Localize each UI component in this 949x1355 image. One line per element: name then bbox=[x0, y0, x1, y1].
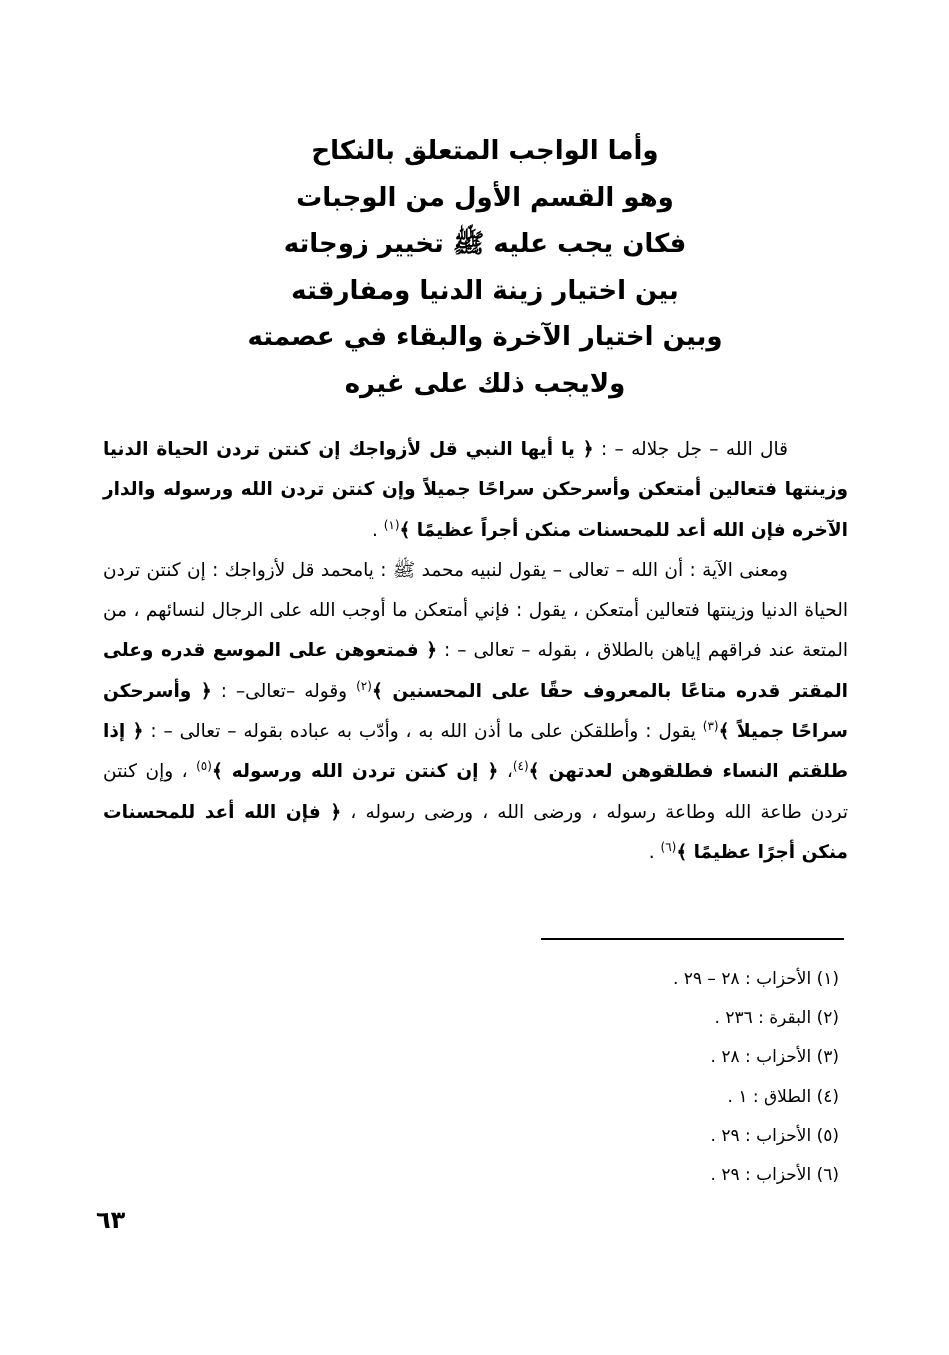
quran-quote: ﴿ فإن الله أعد للمحسنات منكن أجرًا عظيمًا ﴾ bbox=[103, 801, 848, 863]
footnote-ref: (٢) bbox=[356, 678, 372, 693]
explanation-text: ، وإن كنتن تردن طاعة الله وطاعة رسوله ، ورضى الله ، ورضى رسوله ، bbox=[103, 761, 848, 823]
paragraph-end: . bbox=[371, 519, 384, 541]
paragraph-explanation bbox=[103, 551, 848, 873]
paragraph-intro: قال الله – جل جلاله – : bbox=[593, 439, 788, 460]
footnote-item: (٦) الأحزاب : ٢٩ . bbox=[710, 1165, 839, 1186]
footnote-item: (١) الأحزاب : ٢٨ – ٢٩ . bbox=[672, 969, 839, 989]
heading-line-6: ولايجب ذلك على غيره bbox=[344, 368, 626, 399]
quran-quote: ﴿ وأسرحكن سراحًا جميلاً ﴾ bbox=[103, 680, 848, 743]
footnote-item: (٢) البقرة : ٢٣٦ . bbox=[714, 1008, 839, 1029]
footnote-item: (٥) الأحزاب : ٢٩ . bbox=[710, 1125, 839, 1146]
paragraph-verse bbox=[103, 430, 848, 551]
explanation-text: يقول : وأطلقكن على ما أذن الله به ، وأدّب به عباده بقوله – تعالى – : bbox=[143, 721, 703, 743]
heading-line-2: وهو القسم الأول من الوجبات bbox=[296, 182, 674, 213]
heading-line-4: بين اختيار زينة الدنيا ومفارقته bbox=[291, 275, 679, 306]
quran-quote: ﴿ إن كنتن تردن الله ورسوله ﴾ bbox=[211, 761, 499, 783]
footnote-ref: (٤) bbox=[512, 759, 529, 774]
heading-line-3: فكان يجب عليه ﷺ تخيير زوجاته bbox=[283, 229, 687, 259]
quran-quote: ﴿ إذا طلقتم النساء فطلقوهن لعدتهن ﴾ bbox=[103, 721, 849, 783]
quran-quote: ﴿ يا أيها النبي قل لأزواجك إن كنتن تردن الحياة الدنيا وزينتها فتعالين أمتعكن وأسرحكن سراحًا جميلاً وإن كنتن تردن الله ورسوله والدار الآخره فإن الله أعد للمحسنات منكن أجراً عظيمًا ﴾ bbox=[103, 439, 848, 541]
explanation-text: ومعنى الآية : أن الله – تعالى – يقول لنبيه محمد ﷺ : يامحمد قل لأزواجك : إن كنتن تردن الحياة الدنيا وزينتها فتعالين أمتعكن ، يقول : فإني أمتعكن ما أوجب الله على الرجال لنسائهم ، من المتعة عند فراقهم إياهن بالطلاق ، بقوله – تعالى – : bbox=[103, 559, 848, 662]
explanation-text: وقوله –تعالى– : bbox=[211, 680, 357, 702]
footnote-item: (٤) الطلاق : ١ . bbox=[727, 1086, 839, 1107]
footnote-ref: (٥) bbox=[196, 759, 212, 774]
paragraph-end: . bbox=[648, 841, 661, 863]
explanation-text: ، bbox=[498, 761, 513, 783]
main-body-text bbox=[103, 430, 848, 873]
footnote-divider bbox=[541, 938, 844, 940]
chapter-heading bbox=[230, 128, 740, 407]
footnote-ref: (٦) bbox=[660, 839, 677, 854]
footnotes-list bbox=[419, 960, 839, 1195]
footnote-ref: (١) bbox=[383, 517, 400, 532]
footnote-ref: (٣) bbox=[702, 718, 719, 733]
page-number: ٦٣ bbox=[96, 1206, 126, 1234]
heading-line-1: وأما الواجب المتعلق بالنكاح bbox=[311, 136, 659, 166]
footnote-item: (٣) الأحزاب : ٢٨ . bbox=[710, 1047, 839, 1068]
quran-quote: ﴿ فمتعوهن على الموسع قدره وعلى المقتر قدره متاعًا بالمعروف حقًا على المحسنين ﴾ bbox=[103, 640, 848, 702]
heading-line-5: وبين اختيار الآخرة والبقاء في عصمته bbox=[247, 322, 723, 352]
